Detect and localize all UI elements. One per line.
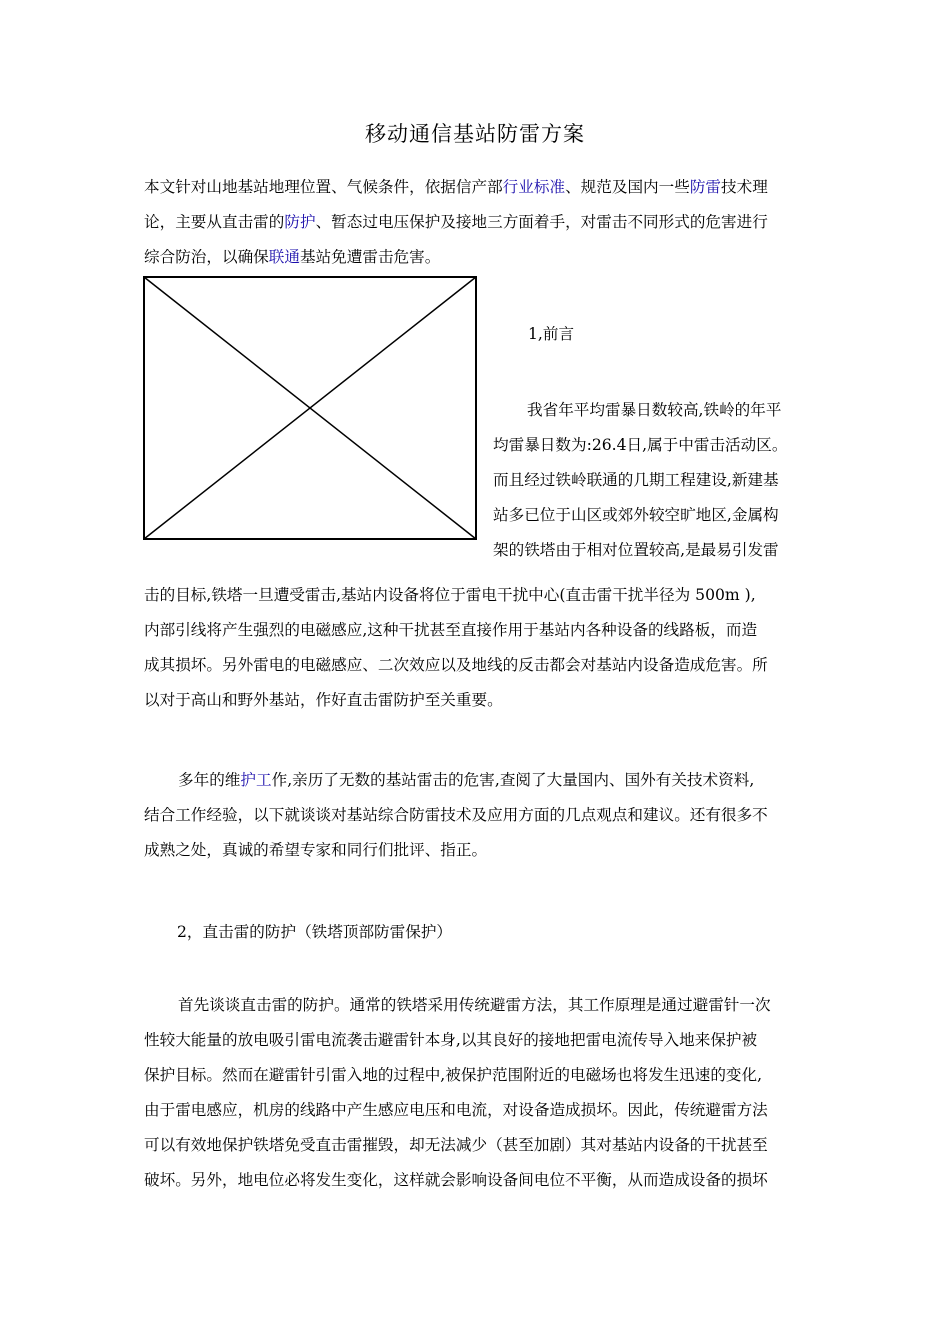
intro-line bbox=[144, 205, 809, 240]
body-line bbox=[144, 763, 809, 798]
text-run: 技术理 bbox=[721, 178, 768, 196]
link-maintenance[interactable]: 护工 bbox=[240, 771, 272, 789]
section1-paragraph-2 bbox=[144, 763, 809, 868]
image-placeholder bbox=[143, 276, 477, 540]
body-line: 可以有效地保护铁塔免受直击雷摧毁，却无法减少（甚至加剧）其对基站内设备的干扰甚至 bbox=[144, 1136, 768, 1154]
section1-heading: 1,前言 bbox=[528, 325, 575, 343]
text-run: 论，主要从直击雷的 bbox=[144, 213, 285, 231]
link-lightning-protection[interactable]: 防雷 bbox=[689, 178, 722, 196]
body-line: 结合工作经验，以下就谈谈对基站综合防雷技术及应用方面的几点观点和建议。还有很多不 bbox=[144, 806, 768, 824]
body-line: 由于雷电感应，机房的线路中产生感应电压和电流，对设备造成损坏。因此，传统避雷方法 bbox=[144, 1101, 768, 1119]
intro-line bbox=[144, 170, 809, 205]
intro-paragraph bbox=[144, 170, 809, 275]
text-run: 、规范及国内一些 bbox=[565, 178, 690, 196]
section1-continued-text bbox=[144, 578, 809, 718]
section2-heading: 2，直击雷的防护（铁塔顶部防雷保护） bbox=[177, 923, 453, 941]
body-line: 破坏。另外，地电位必将发生变化，这样就会影响设备间电位不平衡，从而造成设备的损坏 bbox=[144, 1171, 768, 1189]
body-line: 成熟之处，真诚的希望专家和同行们批评、指正。 bbox=[144, 841, 488, 859]
side-line: 站多已位于山区或郊外较空旷地区,金属构 bbox=[493, 506, 779, 524]
link-unicom[interactable]: 联通 bbox=[268, 248, 300, 266]
body-line: 保护目标。然而在避雷针引雷入地的过程中,被保护范围附近的电磁场也将发生迅速的变化, bbox=[144, 1066, 763, 1084]
document-title: 移动通信基站防雷方案 bbox=[365, 122, 585, 146]
body-line: 性较大能量的放电吸引雷电流袭击避雷针本身,以其良好的接地把雷电流传导入地来保护被 bbox=[144, 1031, 758, 1049]
section2-paragraph bbox=[144, 988, 809, 1198]
body-line: 以对于高山和野外基站，作好直击雷防护至关重要。 bbox=[144, 691, 503, 709]
body-line: 成其损坏。另外雷电的电磁感应、二次效应以及地线的反击都会对基站内设备造成危害。所 bbox=[144, 656, 768, 674]
link-protection[interactable]: 防护 bbox=[284, 213, 316, 231]
text-run: 本文针对山地基站地理位置、气候条件，依据信产部 bbox=[144, 178, 503, 196]
text-run: 综合防治，以确保 bbox=[144, 248, 269, 266]
body-line: 首先谈谈直击雷的防护。通常的铁塔采用传统避雷方法，其工作原理是通过避雷针一次 bbox=[178, 996, 771, 1014]
text-run: 作,亲历了无数的基站雷击的危害,查阅了大量国内、国外有关技术资料, bbox=[271, 771, 755, 789]
text-run: 基站免遭雷击危害。 bbox=[299, 248, 441, 266]
link-industry-standard[interactable]: 行业标准 bbox=[502, 178, 566, 196]
body-line: 击的目标,铁塔一旦遭受雷击,基站内设备将位于雷电干扰中心(直击雷干扰半径为 500m ), bbox=[144, 586, 756, 604]
section1-side-text bbox=[493, 393, 811, 568]
intro-line bbox=[144, 240, 809, 275]
side-line: 均雷暴日数为:26.4日,属于中雷击活动区。 bbox=[493, 436, 788, 454]
text-run: 多年的维 bbox=[178, 771, 241, 789]
text-run: 、暂态过电压保护及接地三方面着手，对雷击不同形式的危害进行 bbox=[315, 213, 768, 231]
side-line: 而且经过铁岭联通的几期工程建设,新建基 bbox=[493, 471, 779, 489]
body-line: 内部引线将产生强烈的电磁感应,这种干扰甚至直接作用于基站内各种设备的线路板，而造 bbox=[144, 621, 758, 639]
side-line: 架的铁塔由于相对位置较高,是最易引发雷 bbox=[493, 541, 779, 559]
side-line: 我省年平均雷暴日数较高,铁岭的年平 bbox=[527, 401, 782, 419]
